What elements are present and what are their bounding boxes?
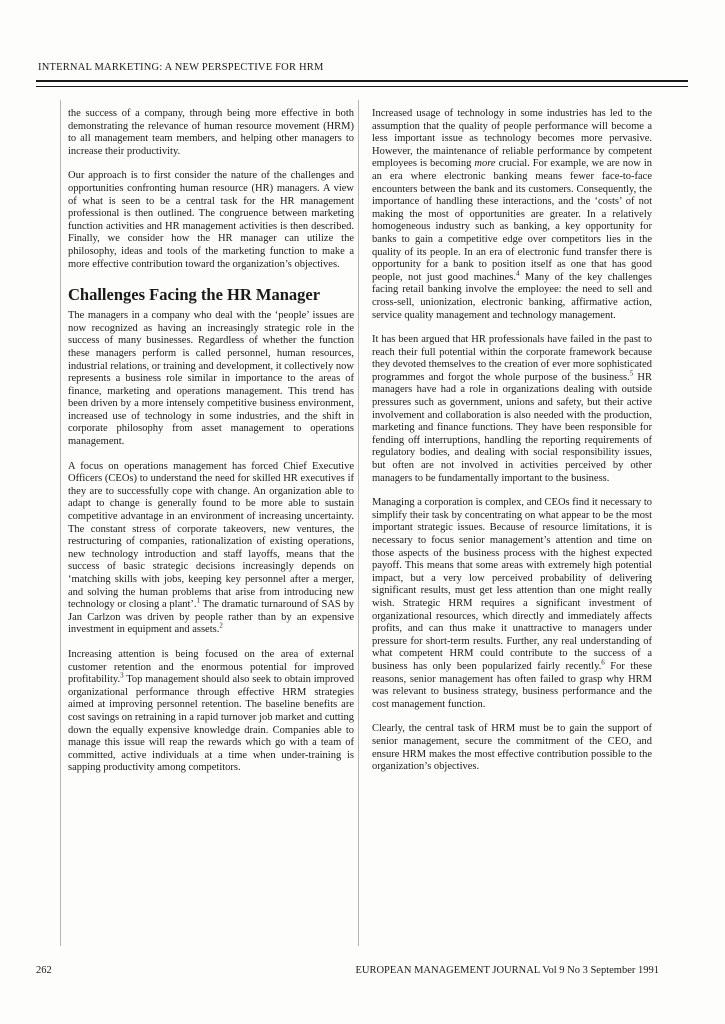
paragraph bbox=[372, 497, 652, 711]
text-run: crucial. For example, we are now in an era where electronic banking means fewer face-to-face encounters between the bank and its customers. Consequently, the importance of handling these interactions, and the ‘costs’ of not making the most of opportunities are greater. In a relatively homogeneous industry such as banking, a key opportunity for banks to gain a competitive edge over competitors lies in the quality of its people. In an era of electronic fund transfer there is opportunity for a bank to position itself as one that has good people, not just good machines. bbox=[372, 158, 652, 283]
footnote-ref: 5 bbox=[629, 369, 634, 378]
left-margin-line bbox=[60, 100, 61, 946]
journal-citation: EUROPEAN MANAGEMENT JOURNAL Vol 9 No 3 September 1991 bbox=[355, 965, 659, 976]
footnote-ref: 1 bbox=[196, 596, 201, 605]
text-run: Top management should also seek to obtain improved organizational performance through effective HRM strategies aimed at improving personnel retention. The baseline benefits are cost savings on retraining in a rapid turnover job market and cutting down the equally expensive knowledge drain. Companies able to manage this issue will reap the rewards which go with a team of committed, active individuals at a time when under-training is sapping productivity among competitors. bbox=[68, 674, 354, 774]
text-run: Many of the key challenges facing retail banking involve the employee: the need to sell and cross-sell, unionization, electronic banking, affirmative action, service quality management and technology management. bbox=[372, 271, 653, 321]
text-run: Increasing attention is being focused on the area of external customer retention and the enormous potential for improved profitability. bbox=[68, 648, 354, 686]
paragraph bbox=[372, 334, 652, 485]
paragraph: Our approach is to first consider the nature of the challenges and opportunities confronting human resource (HR) managers. A view of what is seen to be a central task for the HR management professional is then outlined. The congruence between marketing function activities and HR management activities is then described. Finally, we consider how the HR manager can utilize the philosophy, ideas and tools of the marketing function to make a more effective contribution toward the organization’s objectives. bbox=[68, 170, 354, 270]
text-run: A focus on operations management has forced Chief Executive Officers (CEOs) to understand the need for skilled HR executives if they are to successfully cope with change. An organization able to adapt to change is generally found to be more able to sustain competitive advantage in an environment of increasing uncertainty. The constant stress of corporate takeovers, new ventures, the restructuring of companies, rationalization of existing operations, new technology introduction and staff layoffs, means that the success of basic strategic decisions increasingly depends on ‘matching skills with jobs, keeping key personnel after a merger, and solving the human problems that arise from introducing new technology or closing a plant’. bbox=[68, 460, 354, 611]
paragraph bbox=[68, 649, 354, 775]
text-run: Increased usage of technology in some industries has led to the assumption that the quality of people performance will become a less important issue as technology becomes more pervasive. However, the maintenance of reliable performance by competent employees is becoming bbox=[372, 108, 652, 170]
running-head: INTERNAL MARKETING: A NEW PERSPECTIVE FOR HRM bbox=[38, 62, 324, 73]
header-rule-thin bbox=[36, 86, 688, 87]
paragraph: the success of a company, through being more effective in both demonstrating the relevance of human resource movement (HRM) to all management team members, and helping other managers to increase their productivity. bbox=[68, 108, 354, 157]
text-run: The dramatic turnaround of SAS by Jan Carlzon was driven by people rather than by an expensive investment in equipment and assets. bbox=[68, 599, 354, 636]
text-run: Managing a corporation is complex, and CEOs find it necessary to simplify their task by concentrating on what appear to be the most important strategic issues. Because of resource limitations, it is necessary to focus senior management’s attention and time on those aspects of the business process with the highest expected payoff. This means that some areas with extremely high potential impact, but a very low perceived probability of delivering significant results, must get less attention than one might really wish. Strategic HRM requires a significant investment of organizational resources, which directly and immediately affects profits, and can thus make it unattractive to managers under pressure for short-term results. Further, any real understanding of what competent HRM could contribute to the success of a business has only been popularized fairly recently. bbox=[372, 497, 652, 672]
footnote-ref: 3 bbox=[120, 671, 124, 680]
paragraph bbox=[372, 108, 652, 322]
footnote-ref: 4 bbox=[516, 269, 520, 278]
left-column bbox=[68, 108, 354, 787]
text-run: HR managers have had a role in organizations dealing with outside pressures such as government, unions and safety, but their active involvement and collaboration is also needed with the production, marketing and finance functions. They have been responsible for fending off interruptions, handling the reporting requirements of regulatory bodies, and dealing with social responsibility issues, but often are not involved in activities perceived by other managers to be fundamentally important to the business. bbox=[372, 371, 652, 484]
column-divider bbox=[358, 100, 359, 946]
text-run: For these reasons, senior management has often failed to grasp why HRM was relevant to business strategy, business performance and the cost management function. bbox=[372, 660, 652, 710]
section-heading: Challenges Facing the HR Manager bbox=[68, 285, 321, 305]
paragraph bbox=[68, 461, 354, 637]
right-column bbox=[372, 108, 652, 786]
text-run: It has been argued that HR professionals have failed in the past to reach their full potential within the corporate framework because they devoted themselves to the creation of ever more sophisticated programmes and forgot the whole purpose of the business. bbox=[372, 334, 652, 383]
paragraph: Clearly, the central task of HRM must be to gain the support of senior management, secure the commitment of the CEO, and ensure HRM makes the most effective contribution possible to the organization’s objectives. bbox=[372, 723, 652, 773]
header-rule-thick bbox=[36, 80, 688, 82]
footnote-ref: 6 bbox=[601, 658, 605, 667]
page-number: 262 bbox=[36, 965, 52, 976]
emphasis: more bbox=[474, 158, 496, 170]
footnote-ref: 2 bbox=[219, 621, 223, 630]
paragraph: The managers in a company who deal with the ‘people’ issues are now recognized as having an increasingly strategic role in the success of many businesses. Regardless of whether the function these managers perform is called personnel, human resources, industrial relations, or training and development, it collectively now represents a business role similar in importance to the areas of finance, marketing and operations management. This trend has been driven by a more intensely competitive business environment, increased use of technology in some industries, and the shift in corporate philosophy from asset management to operations management. bbox=[68, 310, 354, 448]
